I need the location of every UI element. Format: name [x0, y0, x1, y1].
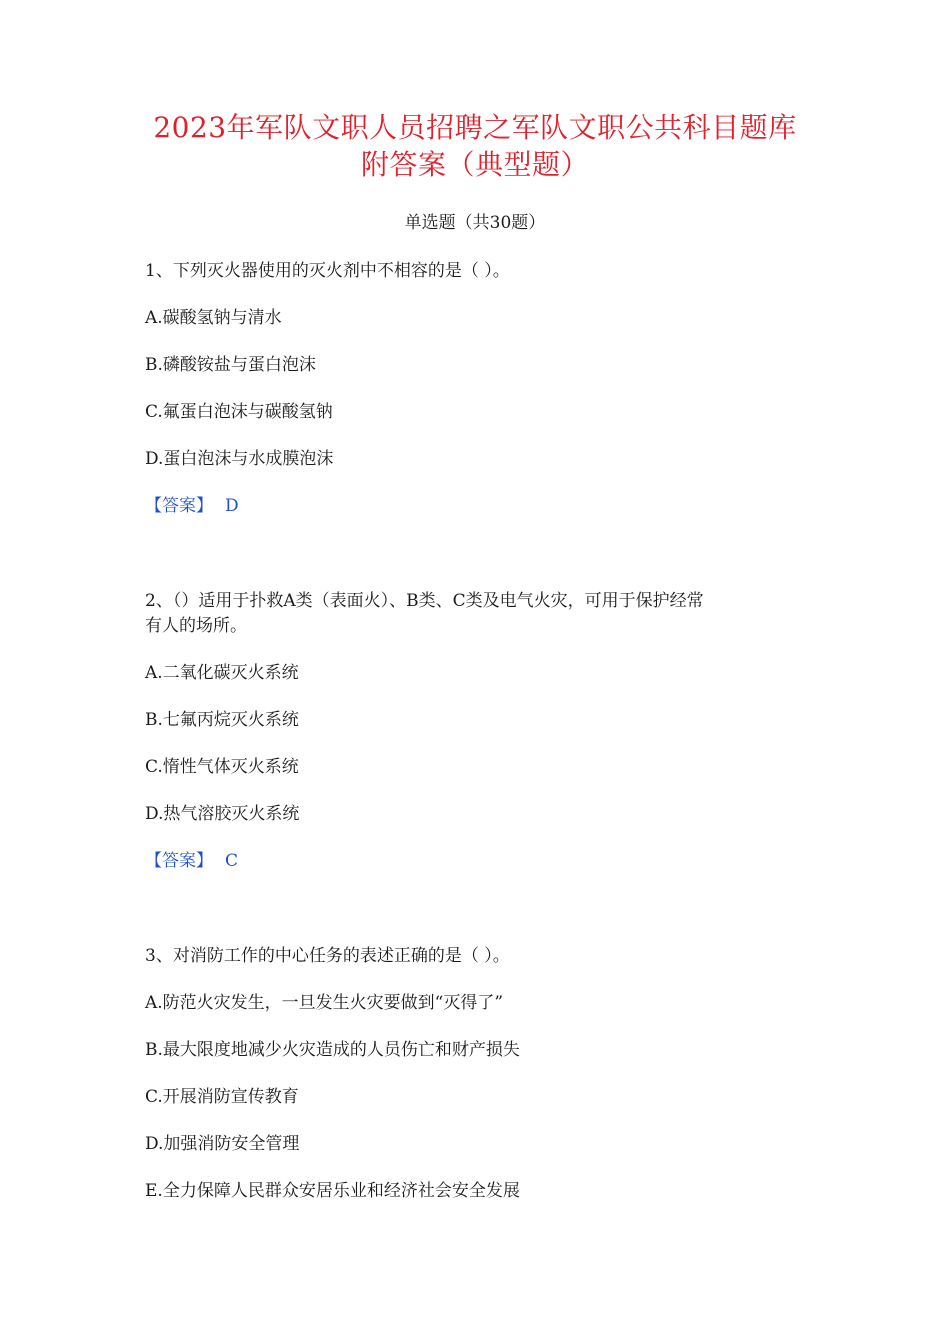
answer-label: 【答案】: [145, 496, 213, 516]
answer-label: 【答案】: [145, 851, 213, 871]
answer-line: [145, 493, 239, 519]
question-stem-continued: 有人的场所。: [145, 616, 247, 636]
option-d: D.蛋白泡沫与水成膜泡沫: [145, 449, 334, 469]
title-line-2: 附答案（典型题）: [360, 148, 589, 181]
section-heading: 单选题（共30题）: [404, 213, 546, 233]
option-b: B.最大限度地减少火灾造成的人员伤亡和财产损失: [145, 1040, 520, 1060]
answer-value: D: [225, 496, 239, 516]
question-stem: 2、（）适用于扑救A类（表面火）、B类、C类及电气火灾，可用于保护经常: [145, 591, 704, 611]
option-c: C.开展消防宣传教育: [145, 1087, 299, 1107]
answer-line: [145, 848, 238, 874]
option-a: A.碳酸氢钠与清水: [145, 308, 282, 328]
option-c: C.惰性气体灭火系统: [145, 757, 299, 777]
option-e: E.全力保障人民群众安居乐业和经济社会安全发展: [145, 1181, 520, 1201]
question-stem: 3、对消防工作的中心任务的表述正确的是（ ）。: [145, 946, 510, 966]
option-b: B.磷酸铵盐与蛋白泡沫: [145, 355, 316, 375]
option-d: D.加强消防安全管理: [145, 1134, 300, 1154]
title-line-1: 2023年军队文职人员招聘之军队文职公共科目题库: [153, 111, 797, 144]
option-a: A.防范火灾发生，一旦发生火灾要做到“灭得了”: [145, 993, 504, 1013]
option-a: A.二氧化碳灭火系统: [145, 663, 299, 683]
question-stem: 1、下列灭火器使用的灭火剂中不相容的是（ ）。: [145, 261, 510, 281]
option-c: C.氟蛋白泡沫与碳酸氢钠: [145, 402, 333, 422]
option-b: B.七氟丙烷灭火系统: [145, 710, 299, 730]
answer-value: C: [225, 851, 239, 871]
option-d: D.热气溶胶灭火系统: [145, 804, 300, 824]
